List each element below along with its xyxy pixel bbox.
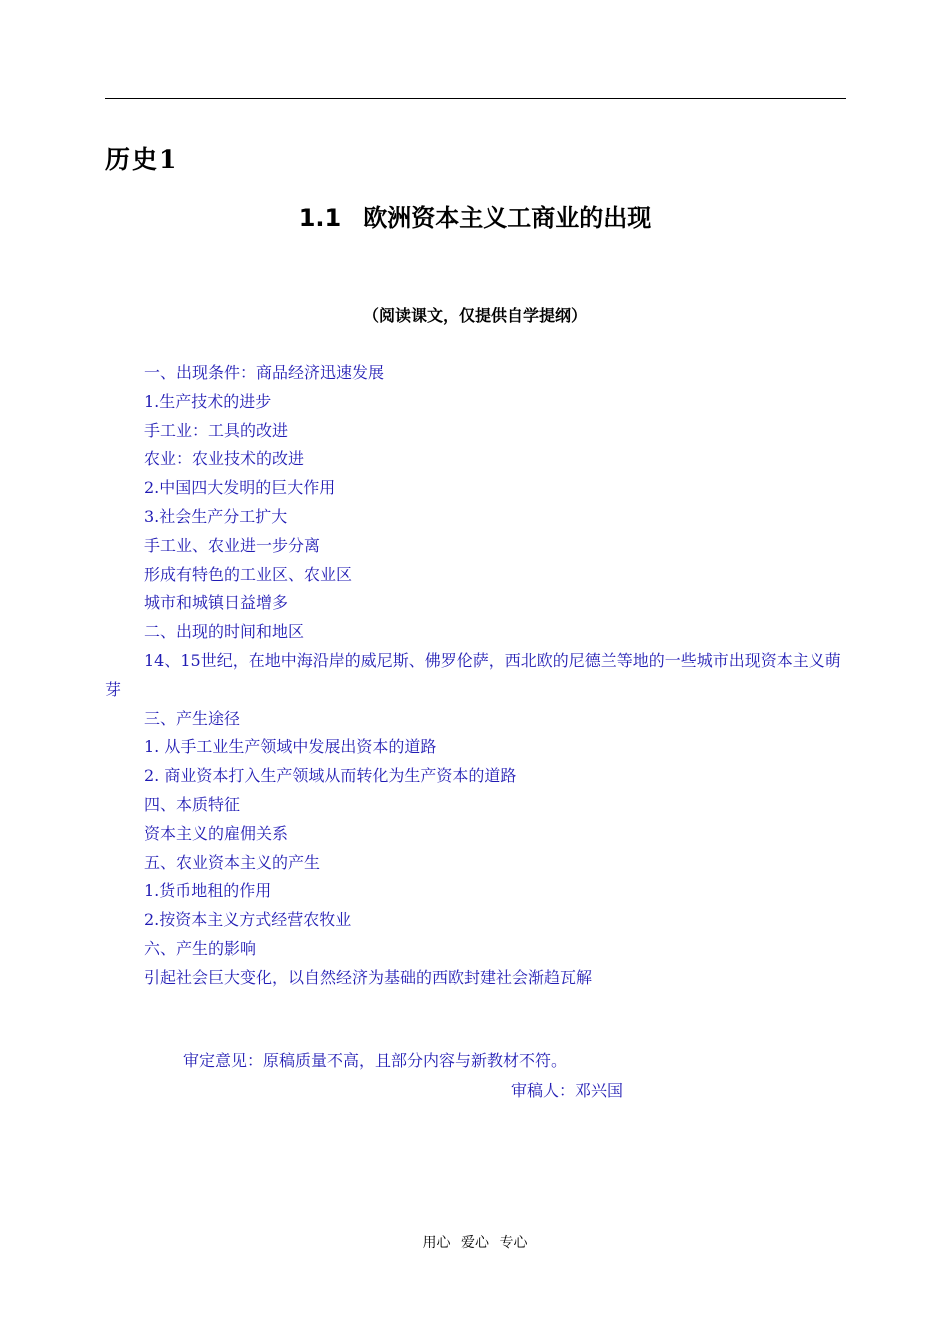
outline-line: 资本主义的雇佣关系 <box>144 823 289 843</box>
outline-line: 1. 从手工业生产领域中发展出资本的道路 <box>144 737 437 757</box>
outline-line: 2. 商业资本打入生产领域从而转化为生产资本的道路 <box>144 766 517 786</box>
outline-line: 农业：农业技术的改进 <box>144 449 305 469</box>
outline-line: 形成有特色的工业区、农业区 <box>144 564 353 584</box>
outline-line: 一、出现条件：商品经济迅速发展 <box>144 363 385 382</box>
outline-line: 3.社会生产分工扩大 <box>144 506 288 526</box>
outline-line: 二、出现的时间和地区 <box>144 622 305 642</box>
outline-line: 五、农业资本主义的产生 <box>144 852 321 872</box>
header-rule <box>105 98 846 99</box>
study-note: （阅读课文，仅提供自学提纲） <box>362 306 587 325</box>
outline-line: 六、产生的影响 <box>144 938 257 958</box>
chapter-number: 1.1 <box>298 204 342 232</box>
outline-line: 手工业、农业进一步分离 <box>144 535 321 555</box>
outline-line: 城市和城镇日益增多 <box>144 593 289 613</box>
outline-line: 2.中国四大发明的巨大作用 <box>144 478 336 498</box>
outline-paragraph: 14、15世纪，在地中海沿岸的威尼斯、佛罗伦萨，西北欧的尼德兰等地的一些城市出现资本主义萌芽 <box>105 650 841 699</box>
outline-line: 引起社会巨大变化，以自然经济为基础的西欧封建社会渐趋瓦解 <box>144 967 593 987</box>
page-footer: 用心 爱心 专心 <box>422 1235 528 1251</box>
outline-line: 1.货币地租的作用 <box>144 881 272 901</box>
review-opinion: 审定意见：原稿质量不高，且部分内容与新教材不符。 <box>183 1051 568 1070</box>
outline-line: 手工业：工具的改进 <box>144 420 289 440</box>
outline-line: 四、本质特征 <box>144 794 241 814</box>
outline-line: 三、产生途径 <box>144 708 241 728</box>
subject-title: 历史1 <box>105 145 179 174</box>
chapter-name: 欧洲资本主义工商业的出现 <box>363 204 652 232</box>
outline <box>105 359 850 993</box>
reviewer: 审稿人：邓兴国 <box>511 1081 624 1100</box>
outline-line: 2.按资本主义方式经营农牧业 <box>144 910 352 930</box>
outline-line: 1.生产技术的进步 <box>144 391 272 411</box>
chapter-title <box>0 198 950 233</box>
